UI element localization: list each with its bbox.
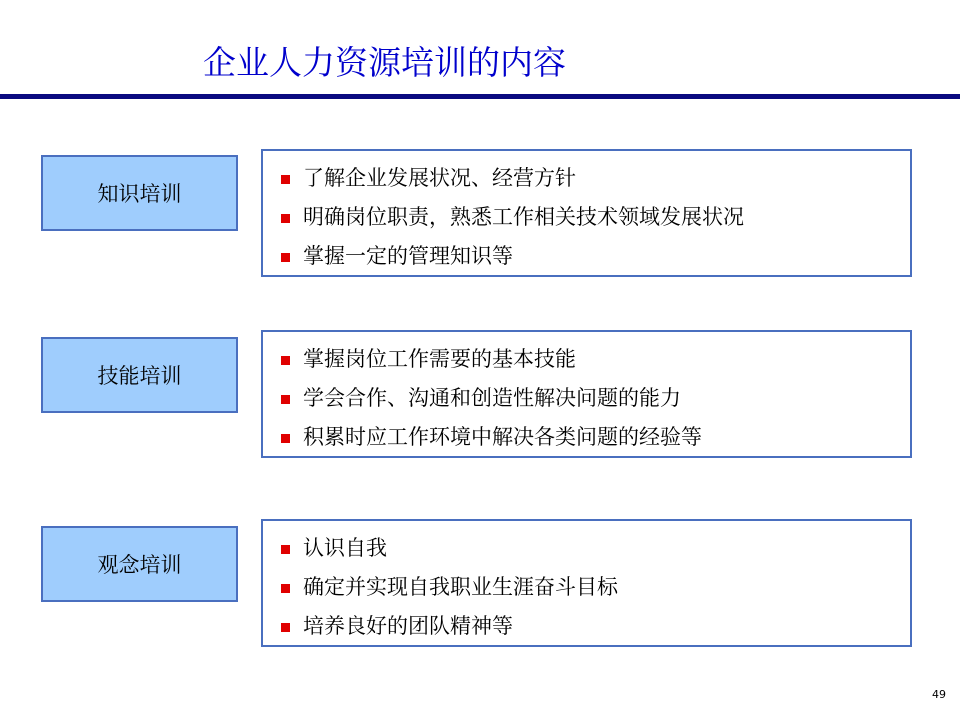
section-label-knowledge: 知识培训 bbox=[41, 155, 238, 231]
bullet-text: 培养良好的团队精神等 bbox=[303, 614, 513, 638]
bullet-list bbox=[281, 529, 618, 646]
bullet-item bbox=[281, 198, 744, 237]
bullet-text: 了解企业发展状况、经营方针 bbox=[303, 166, 576, 190]
bullet-item bbox=[281, 529, 618, 568]
bullet-item bbox=[281, 379, 702, 418]
bullet-item bbox=[281, 159, 744, 198]
bullet-list bbox=[281, 340, 702, 457]
section-label-skills: 技能培训 bbox=[41, 337, 238, 413]
bullet-square-icon bbox=[281, 545, 290, 554]
bullet-text: 认识自我 bbox=[303, 536, 387, 560]
bullet-text: 明确岗位职责，熟悉工作相关技术领域发展状况 bbox=[303, 205, 744, 229]
page-number: 49 bbox=[932, 688, 946, 701]
bullet-text: 积累时应工作环境中解决各类问题的经验等 bbox=[303, 425, 702, 449]
bullet-item bbox=[281, 568, 618, 607]
section-content-skills bbox=[261, 330, 912, 458]
bullet-list bbox=[281, 159, 744, 276]
bullet-text: 学会合作、沟通和创造性解决问题的能力 bbox=[303, 386, 681, 410]
bullet-text: 掌握一定的管理知识等 bbox=[303, 244, 513, 268]
bullet-square-icon bbox=[281, 584, 290, 593]
section-content-knowledge bbox=[261, 149, 912, 277]
section-content-mindset bbox=[261, 519, 912, 647]
slide-title bbox=[0, 40, 960, 86]
bullet-square-icon bbox=[281, 175, 290, 184]
bullet-square-icon bbox=[281, 434, 290, 443]
bullet-item bbox=[281, 418, 702, 457]
bullet-square-icon bbox=[281, 214, 290, 223]
bullet-item bbox=[281, 340, 702, 379]
bullet-square-icon bbox=[281, 623, 290, 632]
bullet-item bbox=[281, 607, 618, 646]
bullet-square-icon bbox=[281, 356, 290, 365]
section-label-mindset: 观念培训 bbox=[41, 526, 238, 602]
bullet-text: 掌握岗位工作需要的基本技能 bbox=[303, 347, 576, 371]
bullet-item bbox=[281, 237, 744, 276]
bullet-text: 确定并实现自我职业生涯奋斗目标 bbox=[303, 575, 618, 599]
title-divider bbox=[0, 94, 960, 99]
slide-title-text: 企业人力资源培训的内容 bbox=[203, 43, 566, 82]
bullet-square-icon bbox=[281, 253, 290, 262]
bullet-square-icon bbox=[281, 395, 290, 404]
